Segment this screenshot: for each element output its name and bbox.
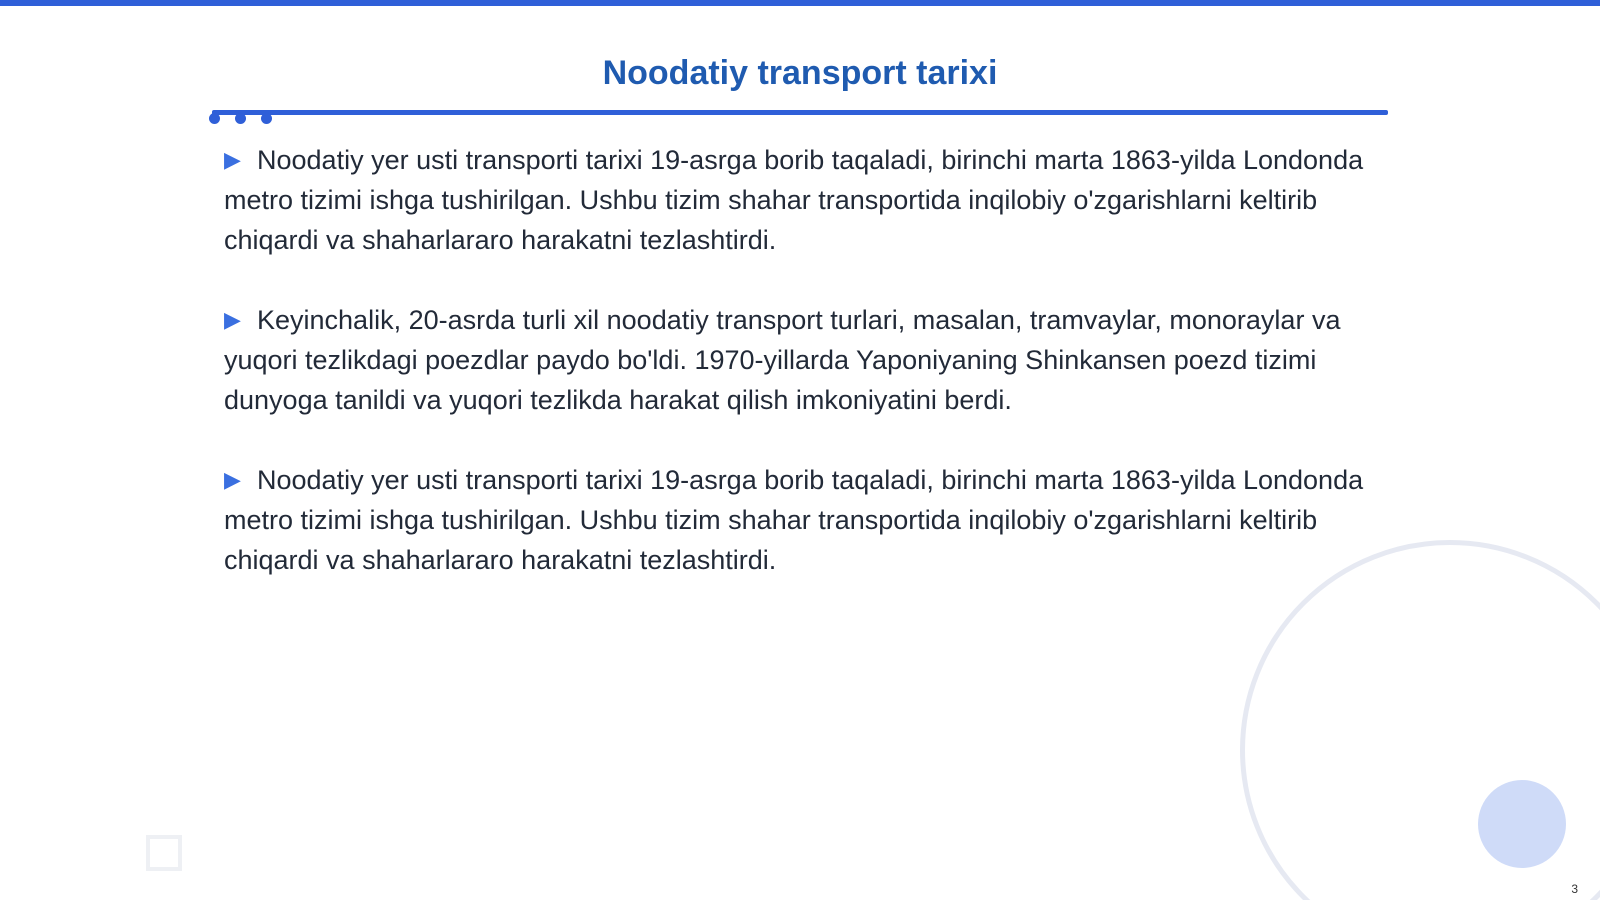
bullet-item (224, 460, 1380, 580)
decorative-circle (1478, 780, 1566, 868)
bullet-text: Noodatiy yer usti transporti tarixi 19-asrga borib taqaladi, birinchi marta 1863-yilda Londonda metro tizimi ishga tushirilgan. Ushbu tizim shahar transportida inqilobiy o'zgarishlarni keltirib chiqardi va shaharlararo harakatni tezlashtirdi. (224, 465, 1364, 575)
triangle-right-icon: ▶ (224, 307, 241, 332)
triangle-right-icon: ▶ (224, 467, 241, 492)
bullet-item (224, 300, 1380, 420)
bullet-list (224, 140, 1380, 620)
bullet-item (224, 140, 1380, 260)
triangle-right-icon: ▶ (224, 147, 241, 172)
bullet-text: Noodatiy yer usti transporti tarixi 19-asrga borib taqaladi, birinchi marta 1863-yilda Londonda metro tizimi ishga tushirilgan. Ushbu tizim shahar transportida inqilobiy o'zgarishlarni keltirib chiqardi va shaharlararo harakatni tezlashtirdi. (224, 145, 1364, 255)
page-number: 3 (1571, 882, 1578, 896)
slide-title: Noodatiy transport tarixi (602, 54, 998, 92)
decorative-dot-2 (235, 113, 246, 124)
top-accent-bar (0, 0, 1600, 6)
decorative-dot-1 (209, 113, 220, 124)
decorative-square (146, 835, 182, 871)
title-underline (212, 110, 1388, 115)
bullet-text: Keyinchalik, 20-asrda turli xil noodatiy transport turlari, masalan, tramvaylar, monoraylar va yuqori tezlikdagi poezdlar paydo bo'ldi. 1970-yillarda Yaponiyaning Shinkansen poezd tizimi dunyoga tanildi va yuqori tezlikda harakat qilish imkoniyatini berdi. (224, 305, 1341, 415)
decorative-dot-3 (261, 113, 272, 124)
